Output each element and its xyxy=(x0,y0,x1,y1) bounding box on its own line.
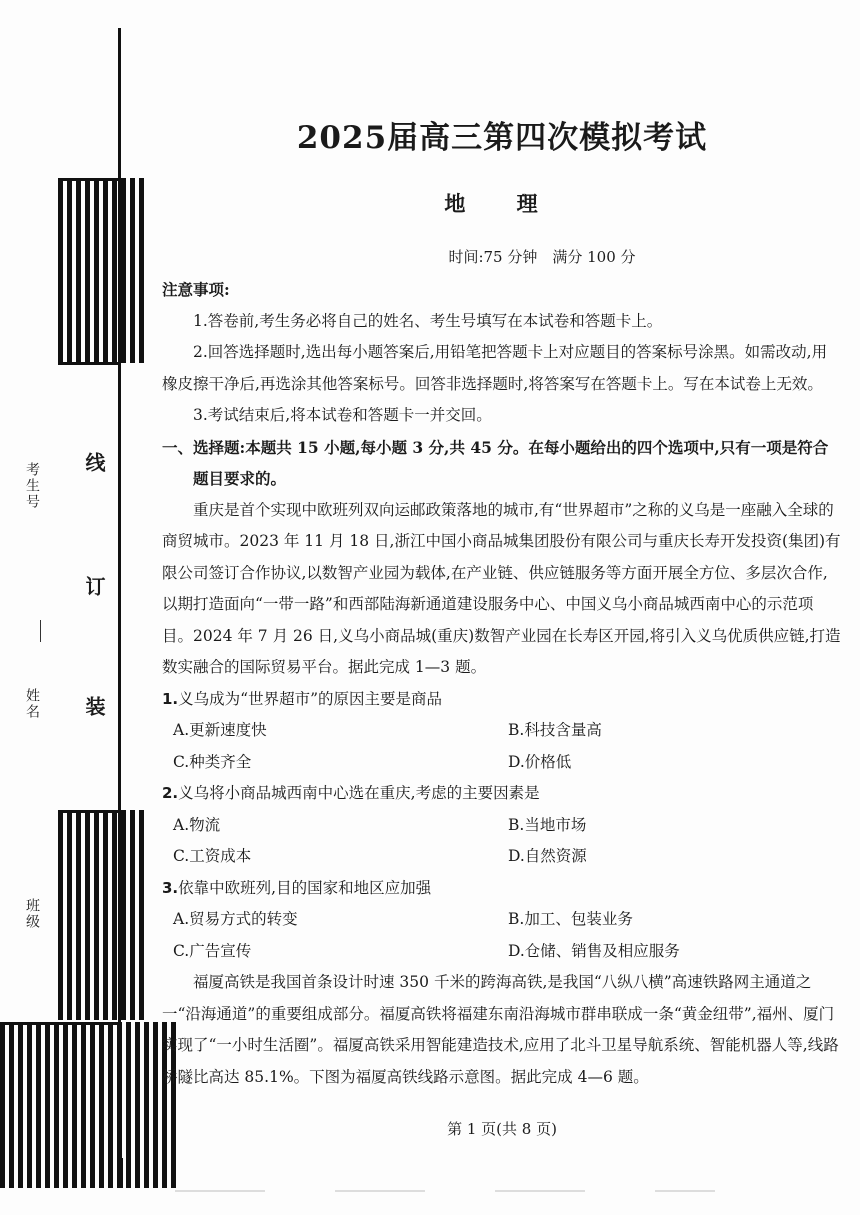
exam-title: 2025届高三第四次模拟考试 xyxy=(296,120,708,156)
option-b: B.科技含量高 xyxy=(508,721,602,739)
question-1 xyxy=(162,684,842,779)
options xyxy=(162,810,842,873)
option-c: C.种类齐全 xyxy=(173,752,252,771)
binding-barcode-middle xyxy=(58,810,144,1020)
notes-heading: 注意事项: xyxy=(162,280,230,299)
question-3 xyxy=(162,873,842,968)
option-d: D.仓储、销售及相应服务 xyxy=(508,941,680,960)
option-a: A.物流 xyxy=(173,815,221,834)
option-c: C.广告宣传 xyxy=(173,941,252,960)
question-2 xyxy=(162,778,842,873)
page-footer: 第 1 页(共 8 页) xyxy=(447,1120,557,1138)
scan-artifact xyxy=(655,1190,715,1192)
notes-section xyxy=(162,274,842,1093)
fill-line xyxy=(40,620,41,642)
note-item: 3.考试结束后,将本试卷和答题卡一并交回。 xyxy=(193,406,492,424)
question-stem: 依靠中欧班列,目的国家和地区应加强 xyxy=(178,878,432,897)
passage-1: 重庆是首个实现中欧班列双向运邮政策落地的城市,有“世界超市”之称的义乌是一座融入全球的商贸城市。2023 年 11 月 18 日,浙江中国小商品城集团股份有限公司与重庆长寿开发投资(集团)有限公司签订合作协议,以数智产业园为载体,在产业链、供应链服务等方面开展全方位、多层次合作,以期打造面向“一带一路”和西部陆海新通道建设服务中心、中国义乌小商品城西南中心的示范项目。2024 年 7 月 26 日,义乌小商品城(重庆)数智产业园在长寿区开园,将引入义乌优质供应链,打造数实融合的国际贸易平台。据此完成 1—3 题。 xyxy=(162,500,841,676)
option-a: A.贸易方式的转变 xyxy=(173,910,298,928)
question-stem: 义乌将小商品城西南中心选在重庆,考虑的主要因素是 xyxy=(178,784,540,802)
margin-bar xyxy=(58,810,120,813)
option-d: D.自然资源 xyxy=(508,847,587,865)
binding-margin xyxy=(0,0,125,1215)
subject-title: 地 理 xyxy=(444,191,560,216)
question-number: 1. xyxy=(162,689,179,708)
question-number: 3. xyxy=(162,878,179,897)
seal-line-char: 订 xyxy=(82,576,106,598)
margin-bar xyxy=(58,178,120,181)
student-id-label: 考生号 xyxy=(24,462,40,510)
class-label: 班级 xyxy=(24,898,40,930)
option-b: B.加工、包装业务 xyxy=(508,910,633,928)
margin-bar xyxy=(58,362,120,365)
note-item: 1.答卷前,考生务必将自己的姓名、考生号填写在本试卷和答题卡上。 xyxy=(193,311,663,330)
time-info: 时间:75 分钟 满分 100 分 xyxy=(448,248,636,266)
margin-foot xyxy=(118,1158,123,1188)
option-c: C.工资成本 xyxy=(173,847,252,865)
name-label: 姓名 xyxy=(24,688,40,720)
scan-artifact xyxy=(175,1190,265,1192)
binding-barcode-top xyxy=(58,178,144,363)
scan-artifact xyxy=(495,1190,585,1192)
binding-barcode-bottom xyxy=(0,1022,176,1188)
question-stem: 义乌成为“世界超市”的原因主要是商品 xyxy=(178,689,442,708)
option-a: A.更新速度快 xyxy=(173,721,267,739)
options xyxy=(162,904,842,967)
question-number: 2. xyxy=(162,784,179,802)
option-d: D.价格低 xyxy=(508,752,572,771)
scan-artifact xyxy=(335,1190,425,1192)
passage-2: 福厦高铁是我国首条设计时速 350 千米的跨海高铁,是我国“八纵八横”高速铁路网主通道之一“沿海通道”的重要组成部分。福厦高铁将福建东南沿海城市群串联成一条“黄金纽带”,福州、厦门实现了“一小时生活圈”。福厦高铁采用智能建造技术,应用了北斗卫星导航系统、智能机器人等,线路桥隧比高达 85.1%。下图为福厦高铁线路示意图。据此完成 4—6 题。 xyxy=(162,973,839,1086)
option-b: B.当地市场 xyxy=(508,815,587,834)
section-title: 一、选择题:本题共 15 小题,每小题 3 分,共 45 分。在每小题给出的四个选项中,只有一项是符合题目要求的。 xyxy=(162,437,829,488)
margin-bar xyxy=(0,1022,122,1025)
seal-line-char: 线 xyxy=(82,452,106,474)
note-item: 2.回答选择题时,选出每小题答案后,用铅笔把答题卡上对应题目的答案标号涂黑。如需改动,用橡皮擦干净后,再选涂其他答案标号。回答非选择题时,将答案写在答题卡上。写在本试卷上无效。 xyxy=(162,343,828,393)
options xyxy=(162,715,842,778)
seal-line-char: 装 xyxy=(82,696,106,718)
